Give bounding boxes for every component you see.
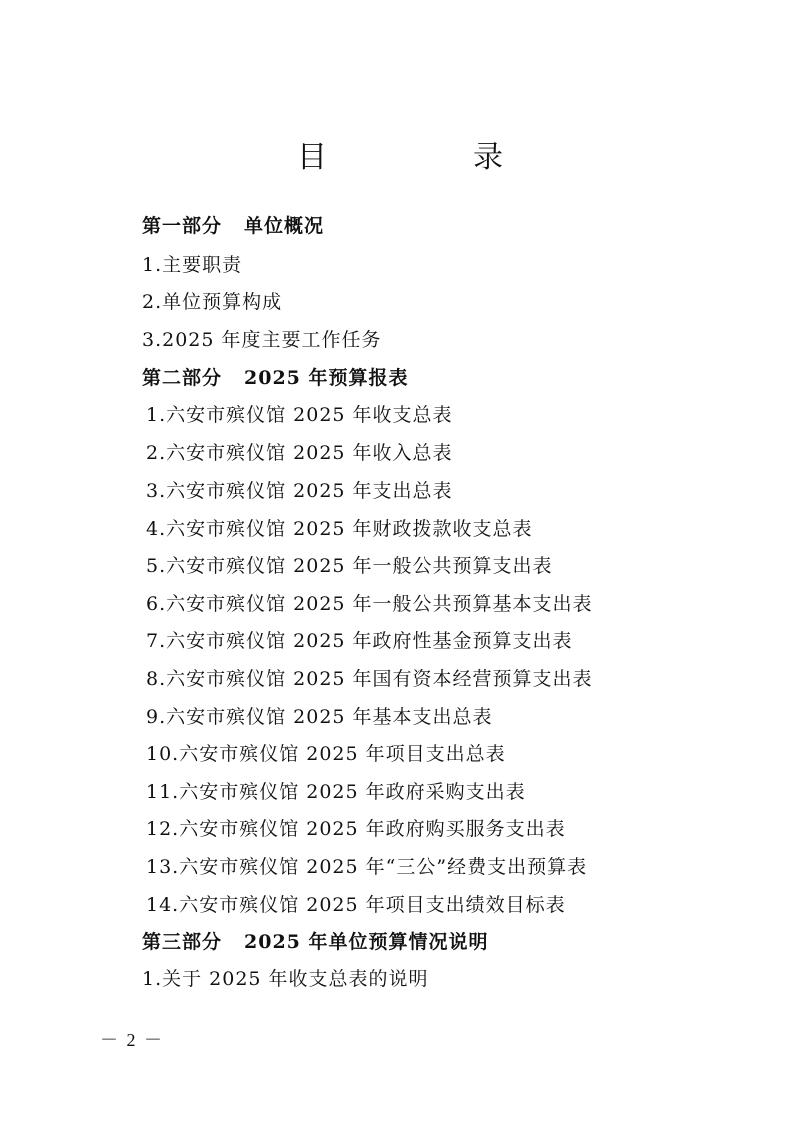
toc-item-2-3: 3.六安市殡仪馆 2025 年支出总表 [146, 480, 453, 502]
toc-item-2-12: 12.六安市殡仪馆 2025 年政府购买服务支出表 [146, 818, 566, 840]
toc-item-2-6: 6.六安市殡仪馆 2025 年一般公共预算基本支出表 [146, 593, 593, 615]
toc-item-3-1: 1.关于 2025 年收支总表的说明 [142, 968, 429, 990]
toc-item-1-2: 2.单位预算构成 [142, 291, 283, 313]
part2-title: 2025 年预算报表 [244, 367, 409, 389]
part3-title: 2025 年单位预算情况说明 [244, 931, 489, 953]
toc-item-2-11: 11.六安市殡仪馆 2025 年政府采购支出表 [146, 781, 526, 803]
part1-heading [142, 214, 324, 238]
toc-item-2-9: 9.六安市殡仪馆 2025 年基本支出总表 [146, 706, 493, 728]
part2-label: 第二部分 [142, 367, 223, 389]
page-number: － 2 － [100, 1030, 164, 1050]
part3-heading [142, 930, 489, 954]
toc-item-2-10: 10.六安市殡仪馆 2025 年项目支出总表 [146, 743, 506, 765]
part1-label: 第一部分 [142, 215, 223, 237]
toc-item-2-7: 7.六安市殡仪馆 2025 年政府性基金预算支出表 [146, 630, 573, 652]
part3-label: 第三部分 [142, 931, 223, 953]
part2-heading [142, 366, 409, 390]
toc-item-2-13: 13.六安市殡仪馆 2025 年“三公”经费支出预算表 [146, 856, 588, 878]
toc-item-2-5: 5.六安市殡仪馆 2025 年一般公共预算支出表 [146, 555, 553, 577]
page-title: 目 录 [297, 140, 561, 175]
toc-item-1-1: 1.主要职责 [142, 254, 243, 276]
toc-item-2-4: 4.六安市殡仪馆 2025 年财政拨款收支总表 [146, 518, 533, 540]
part1-title: 单位概况 [244, 215, 325, 237]
toc-item-1-3: 3.2025 年度主要工作任务 [142, 329, 382, 351]
toc-item-2-14: 14.六安市殡仪馆 2025 年项目支出绩效目标表 [146, 894, 566, 916]
toc-item-2-8: 8.六安市殡仪馆 2025 年国有资本经营预算支出表 [146, 668, 593, 690]
toc-item-2-2: 2.六安市殡仪馆 2025 年收入总表 [146, 442, 453, 464]
toc-item-2-1: 1.六安市殡仪馆 2025 年收支总表 [146, 404, 453, 426]
